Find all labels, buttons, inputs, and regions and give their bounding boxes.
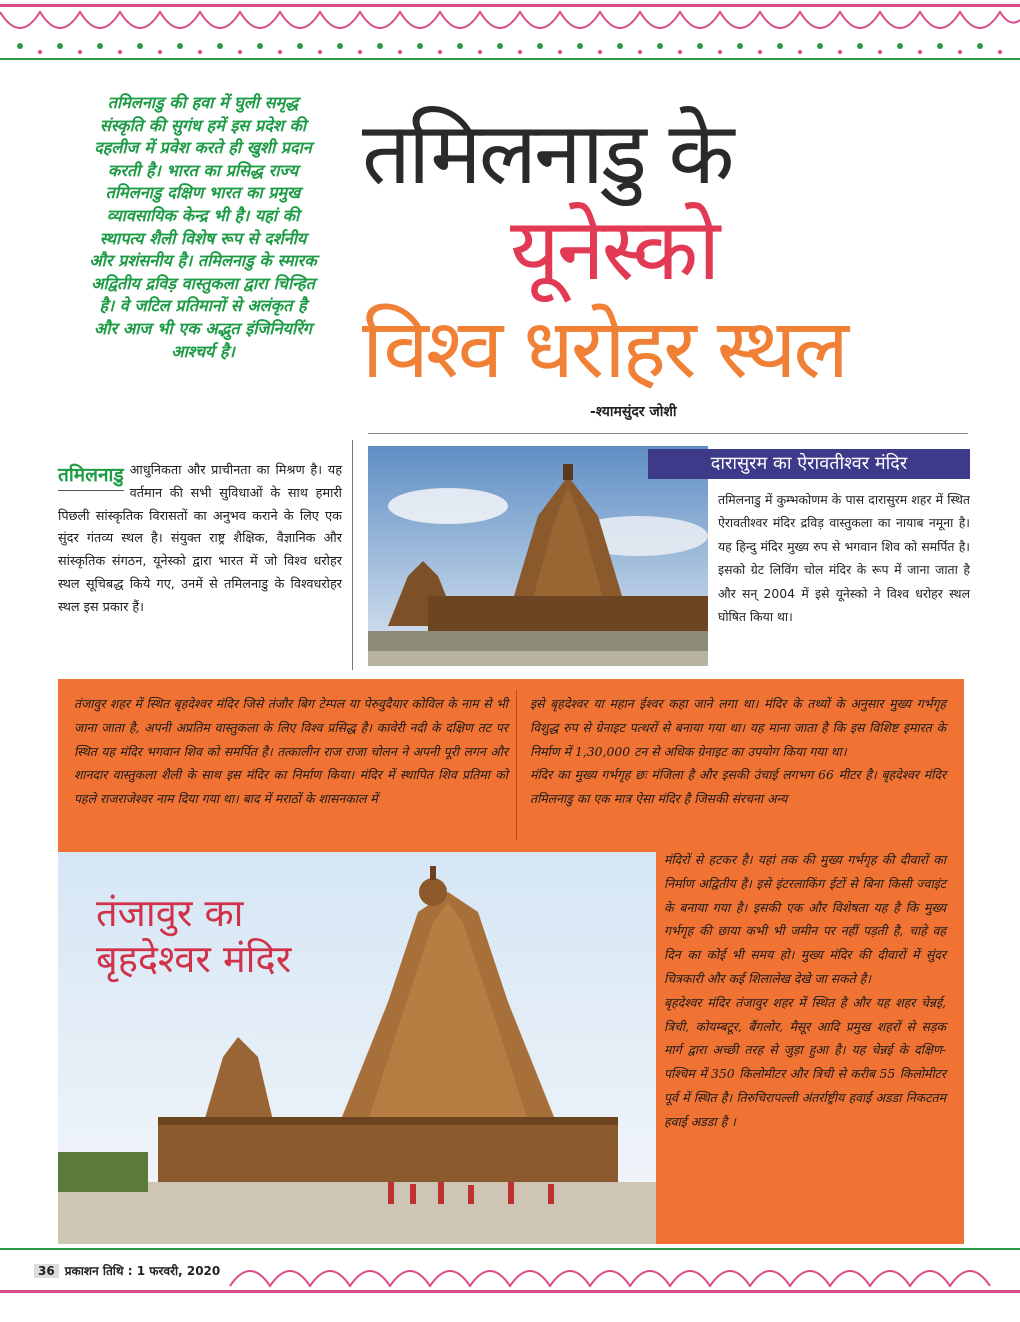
brihadeeswarar-caption-line-1: तंजावुर का (96, 891, 244, 935)
brihadeeswarar-column-2a: इसे बृहदेश्वर या महान ईश्वर कहा जाने लगा था। मंदिर के तथ्यों के अनुसार मुख्य गर्भगृह विशुद्ध रुप से ग्रेनाइट पत्थरों से बनाया गया था। यह माना जाता है कि इस विशिष्ट इमारत के निर्माण में 1,30,000 टन से अधिक ग्रेनाइट का उपयोग किया गया था। मंदिर का मुख्य गर्भगृह छः मंजिला है और इसकी उंचाई लगभग 66 मीटर है। बृहदेश्वर मंदिर तमिलनाडु का एक मात्र ऐसा मंदिर है जिसकी संरचना अन्य (530, 696, 946, 807)
brihadeeswarar-column-2b: मंदिरों से हटकर है। यहां तक की मुख्य गर्भगृह की दीवारों का निर्माण अद्वितीय है। इसे इंटरलाकिंग ईटों से बिना किसी ज्वाइंट के बनाया गया है। इसकी एक और विशेषता यह है कि मुख्य गर्भगृह की छाया कभी भी जमीन पर नहीं पड़ती है, चाहे वह दिन का कोई भी समय हो। मुख्य मंदिर की दीवारों में सुंदर चित्रकारी और कई शिलालेख देखे जा सकते है। बृहदेश्वर मंदिर तंजावुर शहर में स्थित है और यह शहर चेन्नई, त्रिची, कोयम्बटूर, बैंगलोर, मैसूर आदि प्रमुख शहरों से सड़क मार्ग द्वारा अच्छी तरह से जुड़ा हुआ है। यह चेन्नई के दक्षिण-पश्चिम में 350 किलोमीटर और त्रिची से करीब 55 किलोमीटर पूर्व में स्थित है। तिरुचिरापल्ली अंतर्राष्ट्रीय हवाई अडडा निकटतम हवाई अडडा है । (664, 852, 946, 1129)
lead-text: आधुनिकता और प्राचीनता का मिश्रण है। यह वर्तमान की सभी सुविधाओं के साथ हमारी पिछली सांस्कृतिक विरासतों का अनुभव कराने के लिए एक सुंदर गंतव्य स्थल है। संयुक्त राष्ट्र शैक्षिक, वैज्ञानिक और सांस्कृतिक संगठन, यूनेस्को द्वारा भारत में जो विश्व धरोहर स्थल सूचिबद्ध किये गए, उनमें से तमिलनाडु के विश्वधरोहर स्थल इस प्रकार हैं। (58, 463, 342, 615)
intro-pull-quote: तमिलनाडु की हवा में घुली समृद्ध संस्कृति की सुगंध हमें इस प्रदेश की दहलीज में प्रवेश करते ही खुशी प्रदान करती है। भारत का प्रसिद्ध राज्य तमिलनाडु दक्षिण भारत का प्रमुख व्यावसायिक केन्द्र भी है। यहां की स्थापत्य शैली विशेष रूप से दर्शनीय और प्रशंसनीय है। तमिलनाडु के स्मारक अद्वितीय द्रविड़ वास्तुकला द्वारा चिन्हित है। वे जटिल प्रतिमानों से अलंकृत है और आज भी एक अद्भुत इंजिनियरिंग आश्चर्य है। (89, 93, 317, 361)
divider-line (368, 433, 968, 434)
page-number: 36 (34, 1264, 59, 1278)
decorative-border-top (0, 0, 1020, 64)
title-line-2: यूनेस्को (510, 200, 718, 300)
brihadeeswarar-column-1: तंजावुर शहर में स्थित बृहदेश्वर मंदिर जिसे तंजौर बिग टेम्पल या पेरुवुदैयार कोविल के नाम से भी जाना जाता है, अपनी अप्रतिम वास्तुकला के लिए विश्व प्रसिद्ध है। कावेरी नदी के दक्षिण तट पर स्थित यह मंदिर भगवान शिव को समर्पित है। तत्कालीन राज राजा चोलन ने अपनी पूरी लगन और शानदार वास्तुकला शैली के साथ इस मंदिर का निर्माण किया। मंदिर में स्थापित शिव प्रतिमा को पहले राजराजेश्वर नाम दिया गया था। बाद में मराठों के शासनकाल में (74, 696, 508, 807)
airavatesvara-caption: दारासुरम का ऐरावतीश्वर मंदिर (648, 449, 970, 479)
lead-keyword: तमिलनाडु (58, 460, 124, 491)
page-footer (34, 1262, 220, 1282)
brihadeeswarar-caption-line-2: बृहदेश्वर मंदिर (96, 937, 292, 981)
airavatesvara-temple-photo (368, 446, 708, 666)
panel-column-divider (516, 690, 517, 840)
column-divider (352, 440, 353, 670)
publication-date: प्रकाशन तिथि : 1 फरवरी, 2020 (64, 1264, 221, 1278)
title-line-3: विश्व धरोहर स्थल (362, 302, 846, 397)
author-byline: -श्यामसुंदर जोशी (590, 404, 677, 420)
brihadeeswarar-caption (96, 890, 356, 1000)
airavatesvara-text: तमिलनाडु में कुम्भकोणम के पास दारासुरम शहर में स्थित ऐरावतीश्वर मंदिर द्रविड़ वास्तुकला का नायाब नमूना है। यह हिन्दु मंदिर मुख्य रुप से भगवान शिव को समर्पित है। इसको ग्रेट लिविंग चोल मंदिर के रूप में जाना जाता है और सन् 2004 में इसे यूनेस्को ने विश्व धरोहर स्थल घोषित किया था। (718, 492, 970, 625)
title-line-1: तमिलनाडु के (362, 104, 732, 204)
lead-paragraph (58, 460, 342, 660)
